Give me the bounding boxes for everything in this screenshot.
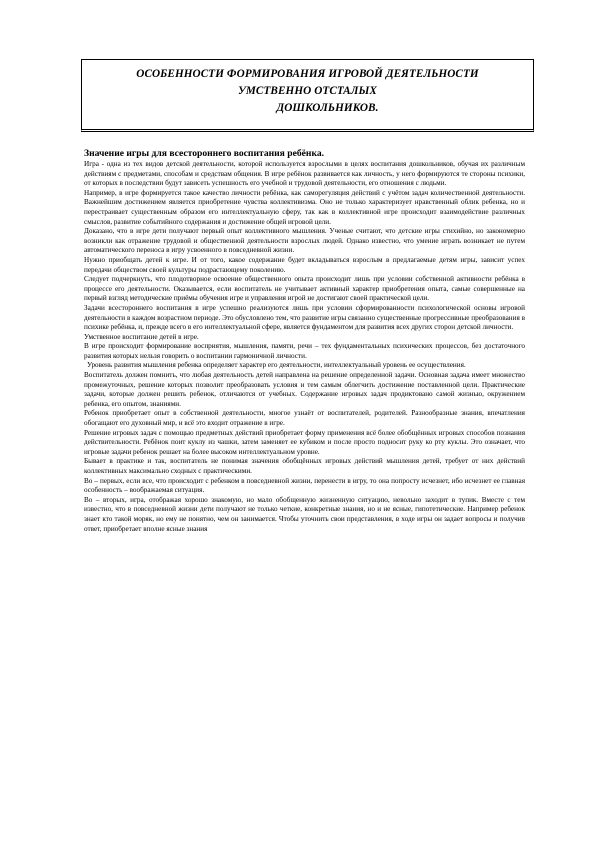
paragraph: Задачи всестороннего воспитания в игре успешно реализуются лишь при условии сформированности психологической основы игровой деятельности в каждом возрастном периоде. Это обусловлено тем, что развитие игры связанно существенные прогрессивные преобразования в психике ребёнка, и, прежде всего в его интеллектуальной сфере, является фундаментом для развития всех других сторон детской личности. (84, 303, 525, 332)
paragraph: В игре происходит формирование восприятия, мышления, памяти, речи – тех фундаментальных психических процессов, без достаточного развития которых нельзя говорить о воспитании гармоничной личности. (84, 342, 525, 360)
title-line-1: ОСОБЕННОСТИ ФОРМИРОВАНИЯ ИГРОВОЙ ДЕЯТЕЛЬНОСТИ (136, 68, 479, 80)
paragraph: Воспитатель должен помнить, что любая деятельность детей направлена на решение определенной задачи. Основная задача имеет множество промежуточных, решение которых позволит преобразовать условия и тем самым облегчить достижение поставленной цели. Практические задачи, которые должен решить ребенок, отличаются от учебных. Содержание игровых задач продиктовано самой жизнью, окружением ребенка, его опытом, знаниями. (84, 371, 525, 408)
paragraph: Например, в игре формируется такое качество личности ребёнка, как саморегуляция действий с учётом задач количественной деятельности. Важнейшим достижением является приобретение чувства коллективизма. Оно не только характеризует нравственный облик ребенка, но и перестраивает существенным образом его интеллектуальную сферу, так как в коллективной игре происходит взаимодействие различных смыслов, развитие событийного содержания и достижение общей игровой цели. (84, 188, 525, 226)
paragraph: Доказано, что в игре дети получают первый опыт коллективного мышления. Ученые считают, что детские игры стихийно, но закономерно возникли как отражение трудовой и общественной деятельности взрослых людей. Однако известно, что умение играть возникает не путем автоматического переноса в игру усвоенного в повседневной жизни. (84, 227, 525, 255)
paragraph: Бывает в практике и так, воспитатель не понимая значения обобщённых игровых действий мышления детей, требует от них действий коллективных максимально сходных с практическими. (84, 457, 525, 475)
title-line-3: ДОШКОЛЬНИКОВ. (276, 102, 379, 114)
paragraph: Нужно приобщать детей к игре. И от того, какое содержание будет вкладываться взрослым в предлагаемые детям игры, зависит успех передачи обществом своей культуры подрастающему поколению. (84, 255, 525, 274)
paragraph: Ребенок приобретает опыт в собственной деятельности, многое узнаёт от воспитателей, родителей. Разнообразные знания, впечатления обогащают его духовный мир, и всё это входит отражение в игре. (84, 409, 525, 428)
title-box (81, 59, 534, 132)
paragraph: Во – вторых, игра, отображая хорошо знакомую, но мало обобщенную жизненную ситуацию, невольно заходит в тупик. Вместе с тем известно, что в повседневной жизни дети получают не только четкие, конкретные знания, но и не ясные, гипотетические. Например ребенок знает кто такой моряк, но ему не понятно, чем он занимается. Чтобы уточнить свои представления, в ходе игры он задает вопросы и получив ответ, приобретает вполне ясные знания (84, 495, 525, 533)
section-heading: Значение игры для всестороннего воспитания ребёнка. (84, 148, 325, 159)
paragraph: Решение игровых задач с помощью предметных действий приобретает форму применения всё более обобщённых игровых способов познания действительности. Ребёнок поит куклу из чашки, затем заменяет ее кубиком и после просто подносит руку ко рту куклы. Это означает, что игровые задачи ребенок решает на более высоком интеллектуальном уровне. (84, 428, 525, 456)
paragraph: Игра - одна из тех видов детской деятельности, которой используется взрослыми в целях воспитания дошкольников, обучая их различным действиям с предметами, способам и средствам общения. В игре ребёнок развивается как личность, у него формируются те стороны психики, от которых в последствии будут зависеть успешность его учебной и трудовой деятельности, его отношения с людьми. (84, 160, 525, 188)
title-line-2: УМСТВЕННО ОТСТАЛЫХ (238, 85, 377, 97)
body-text (84, 160, 525, 534)
paragraph: Следует подчеркнуть, что плодотворное освоение общественного опыта происходит лишь при условии собственной активности ребёнка в процессе его деятельности. Оказывается, если воспитатель не учитывает активный характер приобретения опыта, самые совершенные на первый взгляд методические приёмы обучения игре и управления игрой не достигают своей практической цели. (84, 275, 525, 303)
paragraph: Уровень развития мышления ребенка определяет характер его деятельности, интеллектуальный уровень ее осуществления. (87, 361, 466, 370)
subheading: Умственное воспитание детей в игре. (84, 332, 199, 341)
paragraph: Во – первых, если все, что происходит с ребенком в повседневной жизни, перенести в игру, то она попросту исчезнет, ибо исчезнет ее главная особенность – воображаемая ситуация. (84, 476, 525, 495)
